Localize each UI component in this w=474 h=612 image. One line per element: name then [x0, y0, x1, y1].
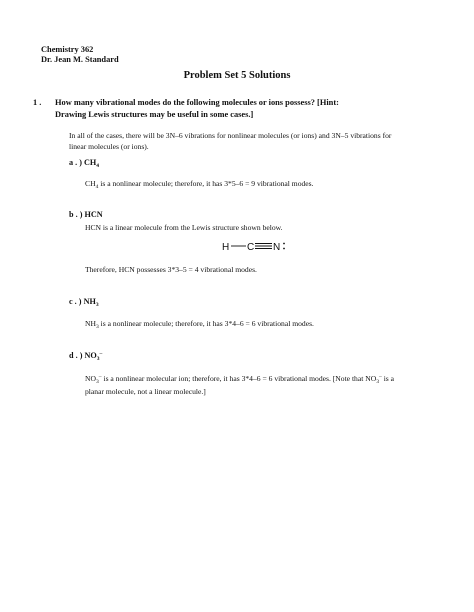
part-d-answer-line-2: planar molecule, not a linear molecule.] — [85, 387, 206, 396]
part-b-label: b . ) — [69, 210, 83, 219]
part-c-subscript: 3 — [95, 302, 99, 308]
question-text — [55, 97, 445, 120]
question-line-1: How many vibrational modes do the following molecules or ions possess? [Hint: — [55, 98, 339, 107]
part-c-answer-text: is a nonlinear molecule; therefore, it has 3*4–6 = 6 vibrational modes. — [98, 319, 314, 328]
part-d-answer-subscript-2: 3 — [376, 379, 379, 385]
lewis-lone-pair-dot-1 — [283, 243, 285, 245]
part-a-label: a . ) — [69, 158, 82, 167]
lewis-lone-pair-dot-2 — [283, 248, 285, 250]
instructor-header: Dr. Jean M. Standard — [41, 55, 119, 64]
part-c-formula: NH — [83, 297, 96, 306]
lewis-atom-n: N — [273, 242, 281, 253]
part-d-heading — [69, 351, 102, 360]
intro-line-2: linear molecules (or ions). — [69, 142, 149, 151]
part-b-answer: Therefore, HCN possesses 3*3–5 = 4 vibrational modes. — [85, 265, 257, 274]
part-d-answer-text-2: is a — [381, 374, 395, 383]
part-b-heading — [69, 210, 103, 219]
part-b-formula: HCN — [84, 210, 103, 219]
question-number: 1 . — [33, 98, 42, 107]
course-header: Chemistry 362 — [41, 45, 94, 54]
part-d-answer-text-1: is a nonlinear molecular ion; therefore, it has 3*4–6 = 6 vibrational modes. [Note that NO — [101, 374, 377, 383]
part-d-answer-superscript-2: – — [379, 374, 382, 380]
part-c-label: c . ) — [69, 297, 82, 306]
part-a-answer-subscript: 4 — [95, 184, 99, 190]
part-d-formula: NO — [84, 351, 97, 360]
page-title: Problem Set 5 Solutions — [183, 70, 291, 81]
part-a-formula: CH — [84, 158, 97, 167]
intro-line-1: In all of the cases, there will be 3N–6 vibrations for nonlinear molecules (or ions) and 3N–5 vibrations for — [69, 131, 392, 140]
lewis-atom-c: C — [247, 242, 255, 253]
part-d-answer-formula: NO — [85, 374, 96, 383]
part-d-answer-subscript: 3 — [95, 379, 99, 385]
part-a-answer — [85, 178, 314, 191]
part-b-line-1: HCN is a linear molecule from the Lewis structure shown below. — [85, 223, 283, 232]
part-a-heading — [69, 158, 99, 167]
lewis-atom-h: H — [222, 242, 230, 253]
question-line-2: Drawing Lewis structures may be useful in some cases.] — [55, 109, 254, 119]
part-c-answer-formula: NH — [85, 319, 96, 328]
hcn-lewis-structure — [222, 237, 302, 255]
part-d-answer-line-1 — [85, 373, 460, 386]
intro-paragraph — [69, 130, 449, 152]
part-d-answer-superscript: – — [98, 374, 102, 380]
part-a-subscript: 4 — [96, 163, 100, 169]
part-d-superscript: – — [99, 351, 103, 357]
part-d-label: d . ) — [69, 351, 83, 360]
part-a-answer-text: is a nonlinear molecule; therefore, it has 3*5–6 = 9 vibrational modes. — [98, 179, 314, 188]
part-a-answer-formula: CH — [85, 179, 96, 188]
part-d-answer — [85, 373, 460, 397]
part-c-heading — [69, 297, 99, 306]
part-c-answer-subscript: 3 — [95, 324, 99, 330]
part-d-subscript: 3 — [96, 356, 100, 362]
part-c-answer — [85, 318, 314, 331]
